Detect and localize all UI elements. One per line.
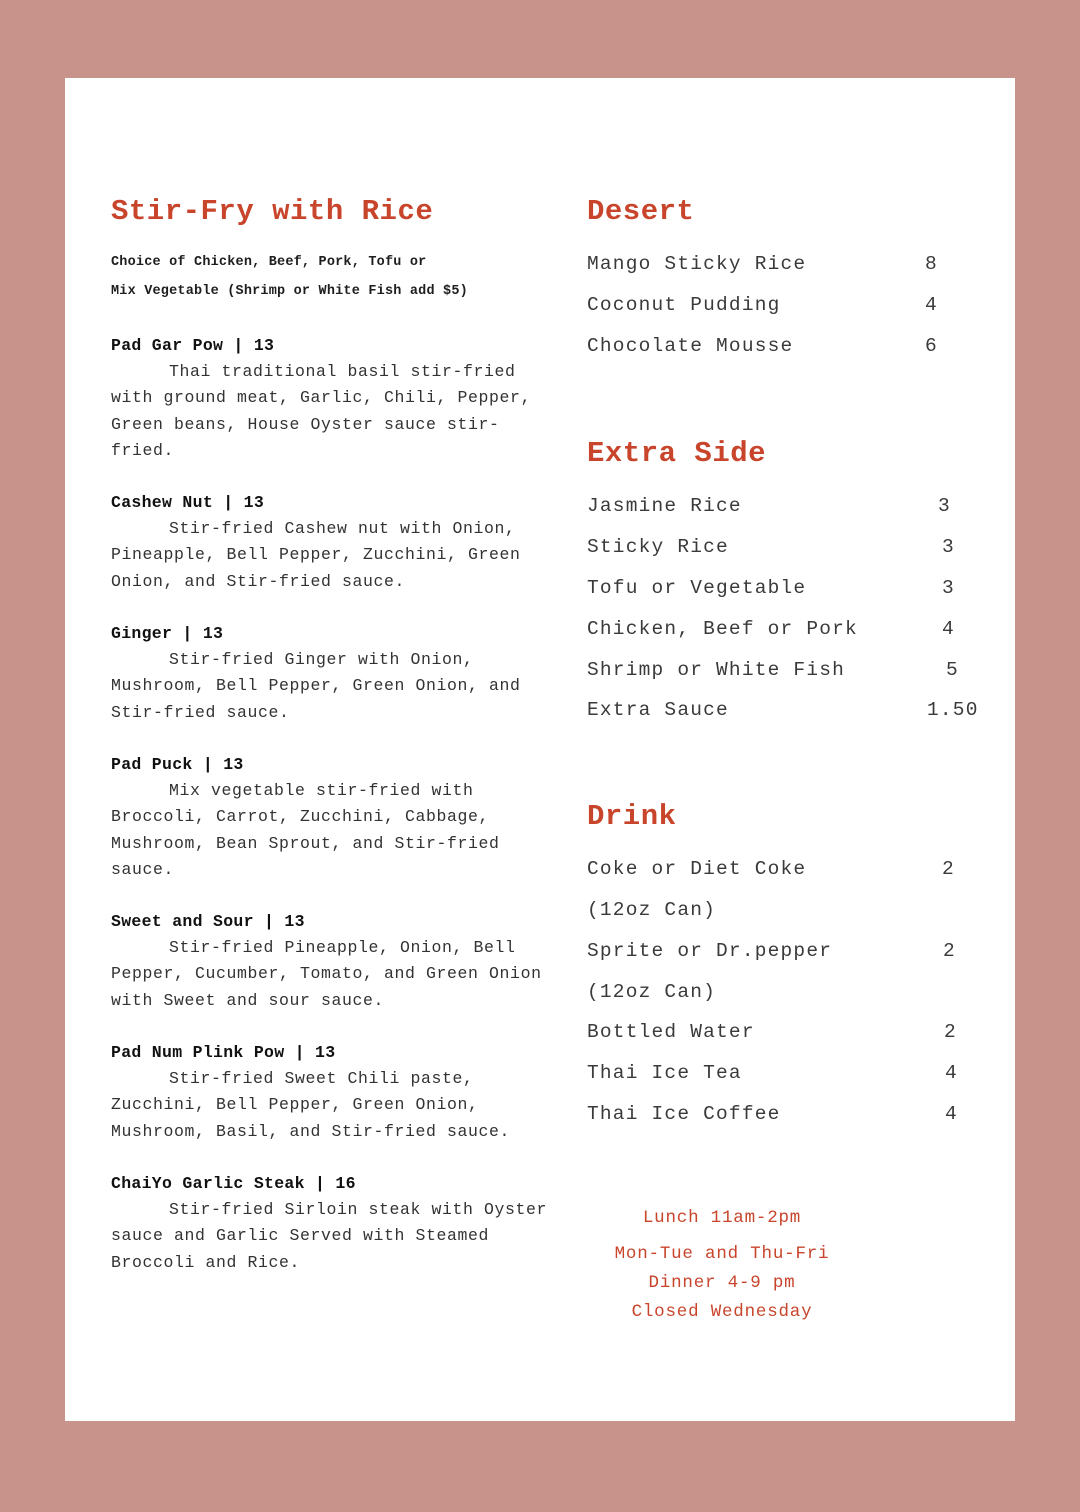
dish-item xyxy=(111,490,551,595)
dish-description: Stir-fried Cashew nut with Onion, Pineapple, Bell Pepper, Zucchini, Green Onion, and Stir-fried sauce. xyxy=(111,519,521,591)
dish-item xyxy=(111,752,551,883)
item-price: 4 xyxy=(945,1102,958,1125)
item-name: Thai Ice Tea xyxy=(587,1062,742,1085)
drink-list xyxy=(587,849,987,1135)
dish-title: Cashew Nut | 13 xyxy=(111,493,265,513)
dish-title: Sweet and Sour | 13 xyxy=(111,912,305,932)
item-name: Chocolate Mousse xyxy=(587,334,794,357)
menu-item xyxy=(587,285,987,326)
menu-page xyxy=(65,78,1015,1421)
item-name: (12oz Can) xyxy=(587,980,717,1003)
item-name: Shrimp or White Fish xyxy=(587,658,846,681)
dish-description: Stir-fried Sirloin steak with Oyster sauce and Garlic Served with Steamed Broccoli and Rice. xyxy=(111,1199,548,1272)
item-price: 3 xyxy=(938,495,951,518)
menu-item xyxy=(587,244,987,285)
desert-list xyxy=(587,244,987,366)
item-name: Chicken, Beef or Pork xyxy=(587,617,858,640)
item-name: Tofu or Vegetable xyxy=(587,576,807,599)
item-price: 4 xyxy=(942,617,955,640)
menu-item xyxy=(587,486,987,527)
dish-item xyxy=(111,1040,551,1145)
menu-item-note xyxy=(587,890,987,931)
item-price: 1.50 xyxy=(927,699,979,722)
dish-description: Mix vegetable stir-fried with Broccoli, Carrot, Zucchini, Cabbage, Mushroom, Bean Sprout, and Stir-fried sauce. xyxy=(111,780,500,879)
item-name: Mango Sticky Rice xyxy=(587,253,807,275)
item-name: Extra Sauce xyxy=(587,699,729,722)
menu-item xyxy=(587,650,987,691)
item-name: Bottled Water xyxy=(587,1021,755,1044)
dish-item xyxy=(111,1171,551,1276)
item-price: 2 xyxy=(942,858,955,881)
desert-title: Desert xyxy=(587,195,695,228)
stirfry-intro xyxy=(111,248,551,306)
intro-line: Choice of Chicken, Beef, Pork, Tofu or xyxy=(111,255,427,270)
item-name: Thai Ice Coffee xyxy=(587,1102,781,1125)
extra-side-list xyxy=(587,486,987,731)
item-price: 4 xyxy=(945,1062,958,1085)
intro-line: Mix Vegetable (Shrimp or White Fish add $5) xyxy=(111,284,468,299)
dinner-hours: Dinner 4-9 pm xyxy=(648,1273,796,1293)
item-price: 5 xyxy=(946,658,959,681)
dish-title: ChaiYo Garlic Steak | 16 xyxy=(111,1173,356,1193)
item-name: Jasmine Rice xyxy=(587,495,742,518)
extra-side-title: Extra Side xyxy=(587,437,767,471)
item-name: (12oz Can) xyxy=(587,898,717,921)
item-price: 4 xyxy=(925,293,938,316)
menu-item xyxy=(587,849,987,890)
item-price: 3 xyxy=(942,536,955,559)
closed-day: Closed Wednesday xyxy=(631,1302,813,1322)
menu-item xyxy=(587,527,987,568)
menu-item xyxy=(587,1012,987,1053)
lunch-hours: Lunch 11am-2pm xyxy=(642,1208,802,1228)
dish-title: Ginger | 13 xyxy=(111,624,224,644)
dish-item xyxy=(111,333,551,464)
dish-item xyxy=(111,909,551,1014)
menu-item xyxy=(587,609,987,650)
item-name: Sticky Rice xyxy=(587,536,729,559)
right-column xyxy=(587,190,987,1135)
item-price: 8 xyxy=(925,253,938,275)
dish-description: Stir-fried Ginger with Onion, Mushroom, Bell Pepper, Green Onion, and Stir-fried sauce. xyxy=(111,650,521,722)
menu-item xyxy=(587,1053,987,1094)
menu-item xyxy=(587,690,987,731)
stirfry-title: Stir-Fry with Rice xyxy=(111,195,434,228)
item-name: Coconut Pudding xyxy=(587,293,781,316)
item-price: 3 xyxy=(942,576,955,599)
menu-item xyxy=(587,568,987,609)
dish-description: Thai traditional basil stir-fried with ground meat, Garlic, Chili, Pepper, Green beans, House Oyster sauce stir-fried. xyxy=(111,362,532,460)
item-price: 2 xyxy=(943,939,956,962)
dish-title: Pad Puck | 13 xyxy=(111,754,244,774)
item-price: 6 xyxy=(925,334,938,357)
opening-hours xyxy=(587,1204,857,1327)
open-days: Mon-Tue and Thu-Fri xyxy=(614,1244,830,1264)
menu-item xyxy=(587,931,987,972)
dish-item xyxy=(111,621,551,726)
menu-item-note xyxy=(587,972,987,1013)
dish-description: Stir-fried Pineapple, Onion, Bell Pepper, Cucumber, Tomato, and Green Onion with Sweet and sour sauce. xyxy=(111,938,542,1010)
menu-item xyxy=(587,1094,987,1135)
item-name: Coke or Diet Coke xyxy=(587,858,807,881)
item-name: Sprite or Dr.pepper xyxy=(587,939,833,962)
item-price: 2 xyxy=(944,1021,957,1044)
dish-title: Pad Num Plink Pow | 13 xyxy=(111,1043,336,1063)
drink-title: Drink xyxy=(587,800,677,834)
dish-title: Pad Gar Pow | 13 xyxy=(111,336,275,355)
menu-item xyxy=(587,326,987,367)
dish-description: Stir-fried Sweet Chili paste, Zucchini, Bell Pepper, Green Onion, Mushroom, Basil, and Stir-fried sauce. xyxy=(111,1069,511,1141)
stirfry-section xyxy=(111,190,551,1276)
